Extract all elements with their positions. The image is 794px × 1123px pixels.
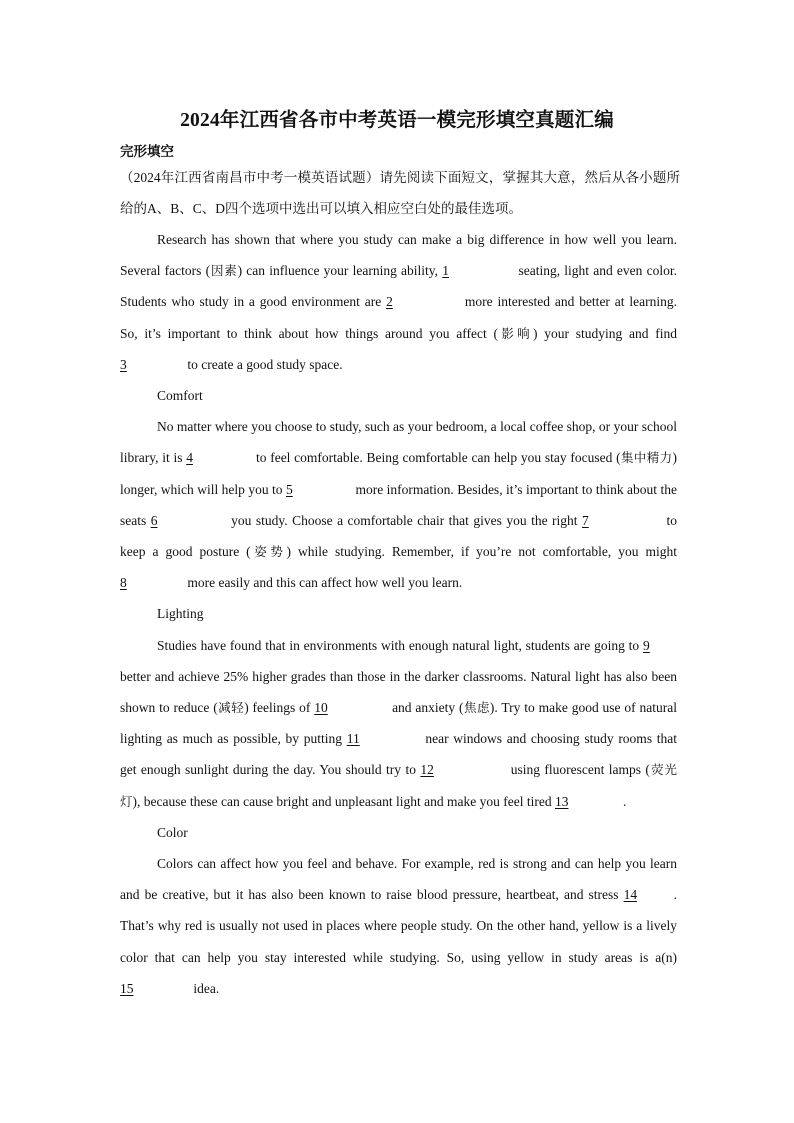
text: to feel comfortable. Being comfortable can help you stay focused ( <box>252 450 621 466</box>
text: Colors can affect how you feel and behave. For example, red is strong and can help you learn and be creative, but it has also been known to raise blood pressure, heartbeat, and stress <box>120 856 677 903</box>
paragraph-2 <box>120 411 677 598</box>
blank-14: 14 <box>623 887 638 903</box>
blank-4: 4 <box>186 450 193 466</box>
text: using fluorescent lamps ( <box>506 762 650 778</box>
text: ) feelings of <box>244 700 315 716</box>
heading-color: Color <box>157 824 188 840</box>
blank-9: 9 <box>643 637 650 653</box>
heading-comfort: Comfort <box>157 388 203 404</box>
gloss: 荧光灯 <box>120 762 677 809</box>
text: ). Try to make good use of natural lighting as much as possible, by putting <box>120 700 677 747</box>
text: Research has shown that where you study can make a big difference in how well you learn. Several factors ( <box>120 232 677 279</box>
blank-15: 15 <box>120 980 134 996</box>
text: to create a good study space. <box>184 356 343 372</box>
gloss: 影响 <box>497 325 534 341</box>
section-title: 完形填空 <box>120 144 174 159</box>
passage <box>120 224 677 1004</box>
blank-12: 12 <box>420 762 434 778</box>
text: seating, light and even color. Students who study in a good environment are <box>120 263 677 310</box>
text: . <box>622 793 627 809</box>
text: more easily and this can affect how well you learn. <box>184 575 463 591</box>
blank-11: 11 <box>346 731 360 747</box>
text: . That’s why red is usually not used in places where people study. On the other hand, yellow is a lively color that can help you stay interested while studying. So, using yellow in study areas is a(n) <box>120 887 677 965</box>
paragraph-1 <box>120 224 677 380</box>
text: ) can influence your learning ability, <box>237 263 443 279</box>
text: ) your studying and find <box>533 325 677 341</box>
heading-lighting: Lighting <box>157 606 204 622</box>
blank-10: 10 <box>314 700 328 716</box>
gloss: 因素 <box>210 263 238 279</box>
text: more information. Besides, it’s important to think about the seats <box>120 481 677 528</box>
paragraph-3 <box>120 630 677 817</box>
text: near windows and choosing study rooms that get enough sunlight during the day. You should try to <box>120 731 677 778</box>
gloss: 焦虑 <box>463 700 490 716</box>
blank-3: 3 <box>120 356 127 372</box>
text: you study. Choose a comfortable chair that gives you the right <box>226 512 583 528</box>
blank-7: 7 <box>582 512 589 528</box>
text: Studies have found that in environments with enough natural light, students are going to <box>157 637 643 653</box>
text: ) while studying. Remember, if you’re not comfortable, you might <box>286 544 677 560</box>
text: idea. <box>190 980 220 996</box>
text: to keep a good posture ( <box>120 512 677 560</box>
blank-8: 8 <box>120 575 127 591</box>
text: more interested and better at learning. So, it’s important to think about how things around you affect ( <box>120 294 677 341</box>
text: No matter where you choose to study, such as your bedroom, a local coffee shop, or your school library, it is <box>120 419 677 466</box>
blank-2: 2 <box>386 294 393 310</box>
blank-6: 6 <box>150 512 158 528</box>
gloss: 姿势 <box>250 544 287 560</box>
page-title: 2024年江西省各市中考英语一模完形填空真题汇编 <box>180 110 614 131</box>
paragraph-4 <box>120 848 677 1004</box>
blank-1: 1 <box>442 263 449 279</box>
gloss: 减轻 <box>217 700 245 716</box>
text: ) longer, which will help you to <box>120 450 677 497</box>
text: and anxiety ( <box>388 700 464 716</box>
gloss: 集中精力 <box>620 450 673 466</box>
blank-13: 13 <box>554 793 569 809</box>
blank-5: 5 <box>286 481 293 497</box>
text: ), because these can cause bright and unpleasant light and make you feel tired <box>132 793 555 809</box>
text: better and achieve 25% higher grades than those in the darker classrooms. Natural light has also been shown to reduce ( <box>120 668 677 716</box>
instructions: （2024年江西省南昌市中考一模英语试题）请先阅读下面短文，掌握其大意，然后从各小题所给的A、B、C、D四个选项中选出可以填入相应空白处的最佳选项。 <box>120 170 680 216</box>
